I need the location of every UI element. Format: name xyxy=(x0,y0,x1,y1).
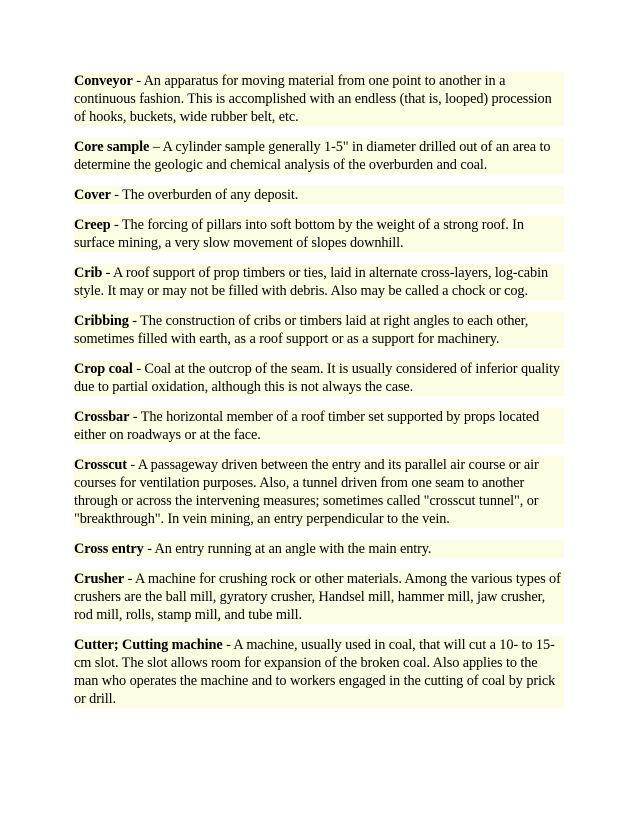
glossary-entry-crosscut xyxy=(74,456,564,528)
glossary-entry-core-sample xyxy=(74,138,564,174)
glossary-entry-crop-coal xyxy=(74,360,564,396)
glossary-definition: – A cylinder sample generally 1-5" in diameter drilled out of an area to determine the geologic and chemical analysis of the overburden and coal. xyxy=(74,139,551,173)
glossary-definition: - An entry running at an angle with the main entry. xyxy=(143,541,432,557)
glossary-definition: - A machine, usually used in coal, that will cut a 10- to 15-cm slot. The slot allows room for expansion of the broken coal. Also applies to the man who operates the machine and to workers engaged in the cutting of coal by prick or drill. xyxy=(74,637,556,707)
glossary-entry-conveyor xyxy=(74,72,564,126)
glossary-definition: - A machine for crushing rock or other materials. Among the various types of crushers are the ball mill, gyratory crusher, Handsel mill, hammer mill, jaw crusher, rod mill, rolls, stamp mill, and tube mill. xyxy=(74,571,561,623)
glossary-entry-cribbing xyxy=(74,312,564,348)
glossary-entry-creep xyxy=(74,216,564,252)
glossary-definition: - An apparatus for moving material from one point to another in a continuous fashion. This is accomplished with an endless (that is, looped) procession of hooks, buckets, wide rubber belt, etc. xyxy=(74,73,552,125)
glossary-term: Crib xyxy=(74,265,103,281)
glossary-term: Cribbing xyxy=(74,313,129,329)
glossary-term: Conveyor xyxy=(74,73,133,89)
glossary-term: Cross entry xyxy=(74,541,144,557)
glossary-entry-crossbar xyxy=(74,408,564,444)
glossary-entry-cross-entry xyxy=(74,540,564,558)
glossary-definition: - Coal at the outcrop of the seam. It is usually considered of inferior quality due to partial oxidation, although this is not always the case. xyxy=(74,361,560,395)
glossary-term: Creep xyxy=(74,217,111,233)
glossary-entry-crusher xyxy=(74,570,564,624)
glossary-term: Crossbar xyxy=(74,409,130,425)
glossary-definition: - The forcing of pillars into soft bottom by the weight of a strong roof. In surface mining, a very slow movement of slopes downhill. xyxy=(74,217,524,251)
glossary-term: Crosscut xyxy=(74,457,127,473)
glossary-entry-cutter xyxy=(74,636,564,708)
glossary-term: Cover xyxy=(74,187,111,203)
glossary-definition: - The overburden of any deposit. xyxy=(110,187,299,203)
glossary-definition: - A passageway driven between the entry and its parallel air course or air courses for ventilation purposes. Also, a tunnel driven from one seam to another through or across the intervening measures; sometimes called "crosscut tunnel", or "breakthrough". In vein mining, an entry perpendicular to the vein. xyxy=(74,457,539,527)
glossary-term: Crop coal xyxy=(74,361,133,377)
glossary-definition: - The construction of cribs or timbers laid at right angles to each other, sometimes filled with earth, as a roof support or as a support for machinery. xyxy=(74,313,529,347)
glossary-entry-cover xyxy=(74,186,564,204)
glossary-term: Crusher xyxy=(74,571,125,587)
glossary-term: Core sample xyxy=(74,139,150,155)
glossary-definition: - The horizontal member of a roof timber set supported by props located either on roadways or at the face. xyxy=(74,409,540,443)
glossary-list xyxy=(74,72,564,720)
glossary-term: Cutter; Cutting machine xyxy=(74,637,223,653)
glossary-definition: - A roof support of prop timbers or ties, laid in alternate cross-layers, log-cabin style. It may or may not be filled with debris. Also may be called a chock or cog. xyxy=(74,265,549,299)
glossary-entry-crib xyxy=(74,264,564,300)
